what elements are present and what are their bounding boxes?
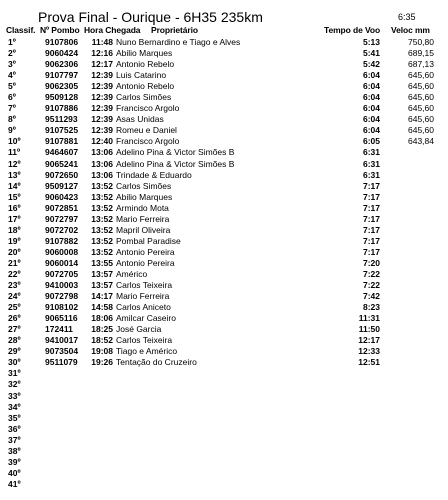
table-row (0, 379, 448, 390)
rank-cell: 34º (8, 401, 21, 412)
owner-cell: Francisco Argolo (116, 103, 180, 114)
rank-cell: 38º (8, 445, 21, 456)
arrival-time-cell: 12:39 (91, 81, 113, 92)
owner-cell: Carlos Simões (116, 92, 172, 103)
arrival-time-cell: 13:52 (91, 224, 113, 235)
table-row (0, 435, 448, 446)
table-row (0, 258, 448, 269)
owner-cell: Luis Catarino (116, 70, 167, 81)
table-row (0, 446, 448, 457)
arrival-time-cell: 12:40 (91, 136, 113, 147)
rank-cell: 24º (8, 291, 21, 302)
pigeon-number-cell: 9108102 (45, 302, 79, 313)
flight-time-cell: 5:13 (362, 37, 380, 47)
table-row (0, 302, 448, 313)
arrival-time-cell: 13:52 (91, 246, 113, 257)
owner-cell: Mario Ferreira (116, 213, 170, 224)
arrival-time-cell: 14:58 (91, 302, 113, 313)
table-row (0, 335, 448, 346)
pigeon-number-cell: 9065241 (45, 158, 79, 169)
rank-cell: 39º (8, 456, 21, 467)
pigeon-number-cell: 9410017 (45, 335, 79, 346)
table-row (0, 70, 448, 81)
speed-cell: 687,13 (408, 59, 434, 70)
rank-cell: 16º (8, 202, 21, 213)
arrival-time-cell: 18:52 (91, 335, 113, 346)
pigeon-number-cell: 9065116 (45, 313, 78, 324)
column-header-veloc: Veloc mm (391, 25, 430, 35)
table-row (0, 181, 448, 192)
pigeon-number-cell: 9410003 (45, 280, 79, 291)
arrival-time-cell: 19:26 (91, 357, 113, 368)
arrival-time-cell: 13:52 (91, 235, 113, 246)
arrival-time-cell: 12:39 (91, 92, 113, 103)
flight-time-cell: 7:17 (362, 180, 380, 191)
rank-cell: 10º (8, 136, 21, 147)
owner-cell: Armindo Mota (116, 202, 169, 213)
arrival-time-cell: 13:52 (91, 213, 113, 224)
flight-time-cell: 6:31 (362, 147, 380, 158)
speed-cell: 645,60 (408, 114, 434, 125)
table-row (0, 236, 448, 247)
owner-cell: Mapril Oliveira (116, 224, 171, 235)
arrival-time-cell: 13:57 (91, 268, 113, 279)
flight-time-cell: 5:42 (362, 59, 380, 70)
arrival-time-cell: 13:06 (91, 158, 113, 169)
table-row (0, 357, 448, 368)
table-row (0, 103, 448, 114)
arrival-time-cell: 11:48 (91, 37, 113, 47)
flight-time-cell: 7:17 (362, 202, 380, 213)
speed-cell: 645,60 (408, 103, 434, 114)
table-row (0, 269, 448, 280)
pigeon-number-cell: 9062305 (45, 81, 79, 92)
arrival-time-cell: 12:16 (91, 48, 113, 59)
flight-time-cell: 6:04 (362, 81, 380, 92)
column-header-classif: Classif. (6, 25, 36, 35)
pigeon-number-cell: 9509127 (45, 180, 79, 191)
flight-time-cell: 7:22 (362, 268, 380, 279)
pigeon-number-cell: 9073504 (45, 346, 79, 357)
owner-cell: Tentação do Cruzeiro (116, 357, 197, 368)
rank-cell: 28º (8, 335, 21, 346)
pigeon-number-cell: 9107882 (45, 235, 79, 246)
rank-cell: 27º (8, 324, 21, 335)
table-row (0, 391, 448, 402)
owner-cell: Abilio Marques (116, 48, 173, 59)
rank-cell: 12º (8, 158, 21, 169)
table-row (0, 48, 448, 59)
flight-time-cell: 6:04 (362, 114, 380, 125)
pigeon-number-cell: 9060008 (45, 246, 79, 257)
table-row (0, 92, 448, 103)
table-row (0, 479, 448, 490)
flight-time-cell: 6:31 (362, 169, 380, 180)
table-row (0, 81, 448, 92)
flight-time-cell: 12:33 (358, 346, 380, 357)
table-row (0, 37, 448, 48)
pigeon-number-cell: 9072851 (45, 202, 79, 213)
rank-cell: 13º (8, 169, 21, 180)
flight-time-cell: 5:41 (362, 48, 380, 59)
rank-cell: 15º (8, 191, 21, 202)
page-title: Prova Final - Ourique - 6H35 235km (38, 9, 263, 25)
rank-cell: 41º (8, 478, 21, 489)
pigeon-number-cell: 9107806 (45, 37, 79, 47)
pigeon-number-cell: 9107886 (45, 103, 79, 114)
arrival-time-cell: 12:39 (91, 70, 113, 81)
flight-time-cell: 6:05 (362, 136, 380, 147)
rank-cell: 17º (8, 213, 21, 224)
arrival-time-cell: 12:17 (91, 59, 113, 70)
flight-time-cell: 7:22 (362, 280, 380, 291)
table-row (0, 59, 448, 70)
rank-cell: 9º (8, 125, 16, 136)
owner-cell: Antonio Pereira (116, 246, 175, 257)
rank-cell: 23º (8, 280, 21, 291)
table-row (0, 114, 448, 125)
table-row (0, 147, 448, 158)
arrival-time-cell: 12:39 (91, 103, 113, 114)
arrival-time-cell: 18:06 (91, 313, 113, 324)
rank-cell: 25º (8, 302, 21, 313)
owner-cell: José Garcia (116, 324, 162, 335)
rank-cell: 26º (8, 313, 21, 324)
flight-time-cell: 7:20 (362, 257, 380, 268)
arrival-time-cell: 13:52 (91, 191, 113, 202)
table-row (0, 214, 448, 225)
owner-cell: Amilcar Caseiro (116, 313, 176, 324)
arrival-time-cell: 13:57 (91, 280, 113, 291)
pigeon-number-cell: 9072650 (45, 169, 79, 180)
speed-cell: 645,60 (408, 92, 434, 103)
owner-cell: Adelino Pina & Victor Simões B (116, 147, 235, 158)
pigeon-number-cell: 9072798 (45, 291, 79, 302)
flight-time-cell: 12:51 (358, 357, 380, 368)
flight-time-cell: 7:42 (362, 291, 380, 302)
table-row (0, 313, 448, 324)
table-row (0, 424, 448, 435)
rank-cell: 8º (8, 114, 16, 125)
rank-cell: 4º (8, 70, 16, 81)
pigeon-number-cell: 9509128 (45, 92, 79, 103)
rank-cell: 35º (8, 412, 21, 423)
rank-cell: 1º (8, 37, 16, 47)
owner-cell: Adelino Pina & Victor Simões B (116, 158, 235, 169)
speed-cell: 689,15 (408, 48, 434, 59)
owner-cell: Asas Unidas (116, 114, 164, 125)
flight-time-cell: 6:04 (362, 125, 380, 136)
arrival-time-cell: 12:39 (91, 125, 113, 136)
owner-cell: Nuno Bernardino e Tiago e Alves (116, 37, 241, 47)
owner-cell: Carlos Aniceto (116, 302, 171, 313)
speed-cell: 645,60 (408, 81, 434, 92)
owner-cell: Francisco Argolo (116, 136, 180, 147)
arrival-time-cell: 12:39 (91, 114, 113, 125)
rank-cell: 21º (8, 257, 21, 268)
pigeon-number-cell: 9062306 (45, 59, 79, 70)
table-row (0, 324, 448, 335)
owner-cell: Tiago e Américo (116, 346, 178, 357)
owner-cell: Carlos Teixeira (116, 335, 173, 346)
flight-time-cell: 6:04 (362, 92, 380, 103)
rank-cell: 18º (8, 224, 21, 235)
rank-cell: 31º (8, 368, 21, 379)
arrival-time-cell: 19:08 (91, 346, 113, 357)
arrival-time-cell: 13:06 (91, 147, 113, 158)
owner-cell: Américo (116, 268, 148, 279)
pigeon-number-cell: 9060014 (45, 257, 79, 268)
table-row (0, 136, 448, 147)
speed-cell: 750,80 (408, 37, 434, 47)
rank-cell: 11º (8, 147, 21, 158)
table-row (0, 247, 448, 258)
rank-cell: 14º (8, 180, 21, 191)
pigeon-number-cell: 9107881 (45, 136, 79, 147)
table-row (0, 402, 448, 413)
table-row (0, 413, 448, 424)
rank-cell: 7º (8, 103, 16, 114)
owner-cell: Carlos Simões (116, 180, 172, 191)
pigeon-number-cell: 9511079 (45, 357, 78, 368)
table-row (0, 203, 448, 214)
pigeon-number-cell: 9511293 (45, 114, 78, 125)
pigeon-number-cell: 9060423 (45, 191, 79, 202)
column-header-pombo: Nº Pombo (40, 25, 80, 35)
rank-cell: 40º (8, 467, 21, 478)
pigeon-number-cell: 9072705 (45, 268, 79, 279)
flight-time-cell: 7:17 (362, 235, 380, 246)
flight-time-cell: 7:17 (362, 213, 380, 224)
flight-time-cell: 7:17 (362, 246, 380, 257)
pigeon-number-cell: 9072702 (45, 224, 79, 235)
pigeon-number-cell: 9107797 (45, 70, 79, 81)
table-row (0, 457, 448, 468)
table-row (0, 280, 448, 291)
table-row (0, 225, 448, 236)
pigeon-number-cell: 172411 (45, 324, 73, 335)
rank-cell: 19º (8, 235, 21, 246)
arrival-time-cell: 14:17 (91, 291, 113, 302)
arrival-time-cell: 13:52 (91, 180, 113, 191)
owner-cell: Abilio Marques (116, 191, 173, 202)
pigeon-number-cell: 9464607 (45, 147, 79, 158)
flight-time-cell: 7:17 (362, 224, 380, 235)
owner-cell: Antonio Rebelo (116, 81, 175, 92)
column-header-tempo: Tempo de Voo (324, 25, 381, 35)
speed-cell: 645,60 (408, 70, 434, 81)
flight-time-cell: 6:31 (362, 158, 380, 169)
rank-cell: 2º (8, 48, 16, 59)
table-row (0, 125, 448, 136)
owner-cell: Romeu e Daniel (116, 125, 177, 136)
column-header-hora: Hora Chegada (84, 25, 141, 35)
table-row (0, 368, 448, 379)
flight-time-cell: 7:17 (362, 191, 380, 202)
owner-cell: Mario Ferreira (116, 291, 170, 302)
arrival-time-cell: 13:52 (91, 202, 113, 213)
rank-cell: 33º (8, 390, 21, 401)
rank-cell: 3º (8, 59, 16, 70)
flight-time-cell: 6:04 (362, 70, 380, 81)
owner-cell: Pombal Paradise (116, 235, 181, 246)
rank-cell: 20º (8, 246, 21, 257)
column-header-proprietario: Proprietário (151, 25, 198, 35)
rank-cell: 5º (8, 81, 16, 92)
flight-time-cell: 12:17 (358, 335, 380, 346)
rank-cell: 29º (8, 346, 21, 357)
table-row (0, 468, 448, 479)
table-row (0, 159, 448, 170)
owner-cell: Trindade & Eduardo (116, 169, 192, 180)
table-row (0, 192, 448, 203)
flight-time-cell: 6:04 (362, 103, 380, 114)
flight-time-cell: 8:23 (362, 302, 380, 313)
total-flight-time: 6:35 (398, 12, 416, 22)
rank-cell: 32º (8, 379, 21, 390)
rank-cell: 22º (8, 268, 21, 279)
flight-time-cell: 11:31 (358, 313, 380, 324)
speed-cell: 645,60 (408, 125, 434, 136)
rank-cell: 30º (8, 357, 21, 368)
owner-cell: Antonio Rebelo (116, 59, 175, 70)
owner-cell: Antonio Pereira (116, 257, 175, 268)
pigeon-number-cell: 9072797 (45, 213, 79, 224)
flight-time-cell: 11:50 (358, 324, 380, 335)
results-table (0, 37, 448, 490)
arrival-time-cell: 13:06 (91, 169, 113, 180)
arrival-time-cell: 13:55 (91, 257, 113, 268)
rank-cell: 37º (8, 434, 21, 445)
rank-cell: 36º (8, 423, 21, 434)
table-row (0, 346, 448, 357)
arrival-time-cell: 18:25 (91, 324, 113, 335)
pigeon-number-cell: 9107525 (45, 125, 79, 136)
table-row (0, 170, 448, 181)
owner-cell: Carlos Teixeira (116, 280, 173, 291)
rank-cell: 6º (8, 92, 16, 103)
table-row (0, 291, 448, 302)
pigeon-number-cell: 9060424 (45, 48, 79, 59)
speed-cell: 643,84 (408, 136, 434, 147)
